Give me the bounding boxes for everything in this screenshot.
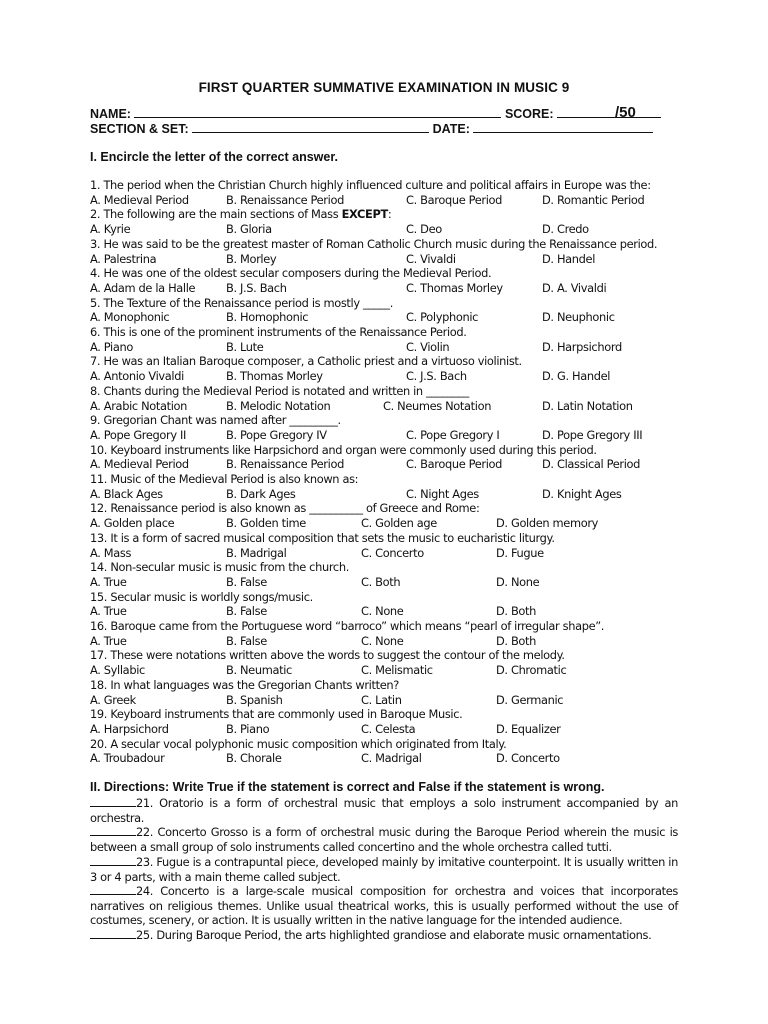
question-text: 20. A secular vocal polyphonic music composition which originated from Italy.: [90, 736, 507, 751]
question-19: [90, 707, 462, 721]
option-a[interactable]: A. Troubadour: [90, 751, 165, 766]
option-b[interactable]: B. Neumatic: [226, 663, 292, 678]
question-text: 10. Keyboard instruments like Harpsichord and organ were commonly used during this period.: [90, 442, 597, 457]
name-label: NAME:: [90, 107, 131, 121]
section-label: SECTION & SET:: [90, 122, 189, 136]
option-a[interactable]: A. Monophonic: [90, 310, 170, 325]
question-text: 18. In what languages was the Gregorian Chants written?: [90, 677, 399, 692]
question-4: [90, 266, 491, 280]
option-d[interactable]: D. Latin Notation: [542, 398, 633, 413]
option-d[interactable]: D. Romantic Period: [542, 192, 645, 207]
question-text: 12. Renaissance period is also known as __________ of Greece and Rome:: [90, 501, 480, 516]
option-b[interactable]: B. False: [226, 574, 267, 589]
question-text: 6. This is one of the prominent instruments of the Renaissance Period.: [90, 325, 467, 339]
option-b[interactable]: B. Spanish: [226, 692, 283, 707]
question-6: [90, 325, 467, 339]
question-text: 5. The Texture of the Renaissance period is mostly _____.: [90, 295, 394, 310]
option-c[interactable]: C. Pope Gregory I: [406, 427, 500, 442]
option-a[interactable]: A. Harpsichord: [90, 721, 169, 736]
section-field[interactable]: [192, 121, 429, 133]
question-12: [90, 501, 479, 515]
part1-title: I. Encircle the letter of the correct answer.: [90, 150, 339, 164]
option-c[interactable]: C. J.S. Bach: [406, 369, 467, 384]
statement-text: 24. Concerto is a large-scale musical composition for orchestra and voices that incorporates narratives on religious themes. Unlike usual theatrical works, this is usually performed without the use of costumes, scenery, or action. It is usually written in the native language for the intended audience.: [90, 884, 678, 928]
option-b[interactable]: B. Lute: [226, 339, 264, 354]
option-d[interactable]: D. Pope Gregory III: [542, 427, 643, 442]
option-a[interactable]: A. Piano: [90, 339, 133, 354]
answer-blank[interactable]: [90, 928, 136, 939]
score-total: /50: [615, 104, 636, 121]
name-score-row: [90, 106, 680, 121]
part2-title: II. Directions: Write True if the statement is correct and False if the statement is wrong.: [90, 780, 605, 794]
option-a[interactable]: A. Palestrina: [90, 251, 157, 266]
statement-text: 23. Fugue is a contrapuntal piece, developed mainly by imitative counterpoint. It is usually written in 3 or 4 parts, with a main theme called subject.: [90, 855, 678, 884]
option-c[interactable]: C. Baroque Period: [406, 192, 503, 207]
option-a[interactable]: A. Golden place: [90, 516, 175, 531]
option-d[interactable]: D. None: [496, 574, 540, 589]
question-2: [90, 207, 391, 221]
option-b[interactable]: B. Morley: [226, 251, 277, 266]
option-b[interactable]: B. Melodic Notation: [226, 398, 331, 413]
option-b[interactable]: B. J.S. Bach: [226, 280, 287, 295]
question-17: [90, 648, 565, 662]
question-text: 14. Non-secular music is music from the church.: [90, 560, 349, 575]
option-b[interactable]: B. False: [226, 604, 267, 619]
option-d[interactable]: D. Fugue: [496, 545, 544, 560]
option-b[interactable]: B. Thomas Morley: [226, 369, 323, 384]
question-11: [90, 472, 358, 486]
question-text: 1. The period when the Christian Church highly influenced culture and political affairs in Europe was the:: [90, 178, 651, 192]
option-b[interactable]: B. False: [226, 633, 267, 648]
question-emphasis: EXCEPT: [341, 207, 388, 222]
question-text: 16. Baroque came from the Portuguese word “barroco” which means “pearl of irregular shape”.: [90, 619, 605, 633]
option-a[interactable]: A. Syllabic: [90, 663, 145, 678]
option-c[interactable]: C. Celesta: [361, 721, 416, 736]
option-d[interactable]: D. Knight Ages: [542, 486, 622, 501]
option-b[interactable]: B. Dark Ages: [226, 486, 296, 501]
question-text: 13. It is a form of sacred musical composition that sets the music to eucharistic liturgy.: [90, 530, 555, 545]
option-b[interactable]: B. Pope Gregory IV: [226, 427, 327, 442]
option-c[interactable]: C. Polyphonic: [406, 310, 479, 325]
option-d[interactable]: D. Golden memory: [496, 516, 599, 531]
question-16: [90, 619, 604, 633]
answer-blank[interactable]: [90, 825, 136, 836]
option-c[interactable]: C. Neumes Notation: [383, 398, 492, 413]
option-c[interactable]: C. Deo: [406, 222, 442, 237]
option-a[interactable]: A. True: [90, 633, 127, 648]
option-a[interactable]: A. Kyrie: [90, 222, 131, 237]
score-label: SCORE:: [504, 107, 554, 121]
question-7: [90, 354, 522, 368]
question-text: 2. The following are the main sections of Mass: [90, 207, 342, 222]
question-18: [90, 678, 399, 692]
option-d[interactable]: D. Credo: [542, 222, 589, 237]
statement-text: 25. During Baroque Period, the arts highlighted grandiose and elaborate music ornamentations.: [136, 928, 652, 942]
option-a[interactable]: A. Greek: [90, 692, 136, 707]
score-field[interactable]: [557, 106, 661, 118]
option-b[interactable]: B. Renaissance Period: [226, 192, 344, 207]
question-9: [90, 413, 341, 427]
option-a[interactable]: A. Antonio Vivaldi: [90, 369, 184, 384]
question-3: [90, 237, 657, 251]
date-label: DATE:: [432, 122, 470, 136]
question-1: [90, 178, 651, 192]
question-text: 4. He was one of the oldest secular composers during the Medieval Period.: [90, 266, 492, 281]
question-text: 11. Music of the Medieval Period is also known as:: [90, 472, 359, 486]
option-c[interactable]: C. Concerto: [361, 545, 424, 560]
statement-text: 22. Concerto Grosso is a form of orchestral music during the Baroque Period wherein the music is between a small group of solo instruments called concertino and the whole orchestra called tutti.: [90, 825, 678, 854]
option-d[interactable]: D. Harpsichord: [542, 339, 622, 354]
date-field[interactable]: [473, 121, 653, 133]
option-a[interactable]: A. Medieval Period: [90, 457, 189, 472]
option-c[interactable]: C. Thomas Morley: [406, 280, 503, 295]
question-15: [90, 590, 313, 604]
question-text: 7. He was an Italian Baroque composer, a Catholic priest and a virtuoso violinist.: [90, 354, 522, 369]
option-a[interactable]: A. Pope Gregory II: [90, 427, 187, 442]
answer-blank[interactable]: [90, 855, 136, 866]
name-field[interactable]: [134, 106, 501, 118]
option-a[interactable]: A. True: [90, 604, 127, 619]
true-false-item: [90, 796, 678, 825]
option-b[interactable]: B. Piano: [226, 721, 270, 736]
option-d[interactable]: D. Both: [496, 633, 537, 648]
option-d[interactable]: D. Both: [496, 604, 537, 619]
question-13: [90, 531, 555, 545]
option-c[interactable]: C. Latin: [361, 692, 402, 707]
option-d[interactable]: D. Concerto: [496, 751, 560, 766]
option-d[interactable]: D. A. Vivaldi: [542, 280, 607, 295]
option-b[interactable]: B. Chorale: [226, 751, 282, 766]
option-a[interactable]: A. Mass: [90, 545, 132, 560]
option-d[interactable]: D. Classical Period: [542, 457, 641, 472]
question-10: [90, 443, 597, 457]
true-false-item: [90, 855, 678, 884]
question-text: 19. Keyboard instruments that are commonly used in Baroque Music.: [90, 707, 463, 722]
section-date-row: [90, 121, 680, 136]
question-text: 15. Secular music is worldly songs/music.: [90, 589, 313, 604]
option-b[interactable]: B. Renaissance Period: [226, 457, 344, 472]
question-14: [90, 560, 349, 574]
option-b[interactable]: B. Gloria: [226, 222, 272, 237]
question-8: [90, 384, 469, 398]
question-text: 3. He was said to be the greatest master of Roman Catholic Church music during the Renaissance period.: [90, 236, 658, 251]
option-c[interactable]: C. Vivaldi: [406, 251, 456, 266]
option-c[interactable]: C. None: [361, 604, 404, 619]
option-d[interactable]: D. Chromatic: [496, 663, 567, 678]
statement-text: 21. Oratorio is a form of orchestral music that employs a solo instrument accompanied by an orchestra.: [90, 796, 678, 825]
option-b[interactable]: B. Homophonic: [226, 310, 309, 325]
option-c[interactable]: C. None: [361, 633, 404, 648]
option-c[interactable]: C. Both: [361, 574, 401, 589]
question-text: 8. Chants during the Medieval Period is notated and written in ________: [90, 383, 469, 398]
question-text: 9. Gregorian Chant was named after _________.: [90, 413, 341, 428]
option-d[interactable]: D. G. Handel: [542, 369, 611, 384]
true-false-item: [90, 928, 678, 943]
option-c[interactable]: C. Violin: [406, 339, 450, 354]
exam-title: FIRST QUARTER SUMMATIVE EXAMINATION IN MUSIC 9: [198, 80, 570, 95]
answer-blank[interactable]: [90, 884, 136, 895]
option-a[interactable]: A. True: [90, 574, 127, 589]
option-a[interactable]: A. Adam de la Halle: [90, 280, 196, 295]
true-false-item: [90, 884, 678, 928]
option-d[interactable]: D. Equalizer: [496, 721, 561, 736]
true-false-item: [90, 825, 678, 854]
question-text: 17. These were notations written above the words to suggest the contour of the melody.: [90, 648, 565, 663]
option-c[interactable]: C. Golden age: [361, 516, 437, 531]
option-a[interactable]: A. Black Ages: [90, 486, 163, 501]
option-c[interactable]: C. Night Ages: [406, 486, 479, 501]
option-a[interactable]: A. Arabic Notation: [90, 398, 188, 413]
question-20: [90, 737, 506, 751]
option-d[interactable]: D. Handel: [542, 251, 596, 266]
option-c[interactable]: C. Madrigal: [361, 751, 422, 766]
question-5: [90, 296, 393, 310]
question-text-end: :: [387, 207, 392, 222]
answer-blank[interactable]: [90, 796, 136, 807]
option-c[interactable]: C. Melismatic: [361, 663, 433, 678]
option-d[interactable]: D. Neuphonic: [542, 310, 615, 325]
option-a[interactable]: A. Medieval Period: [90, 192, 189, 207]
option-b[interactable]: B. Golden time: [226, 516, 306, 531]
option-d[interactable]: D. Germanic: [496, 692, 564, 707]
option-c[interactable]: C. Baroque Period: [406, 457, 503, 472]
option-b[interactable]: B. Madrigal: [226, 545, 287, 560]
